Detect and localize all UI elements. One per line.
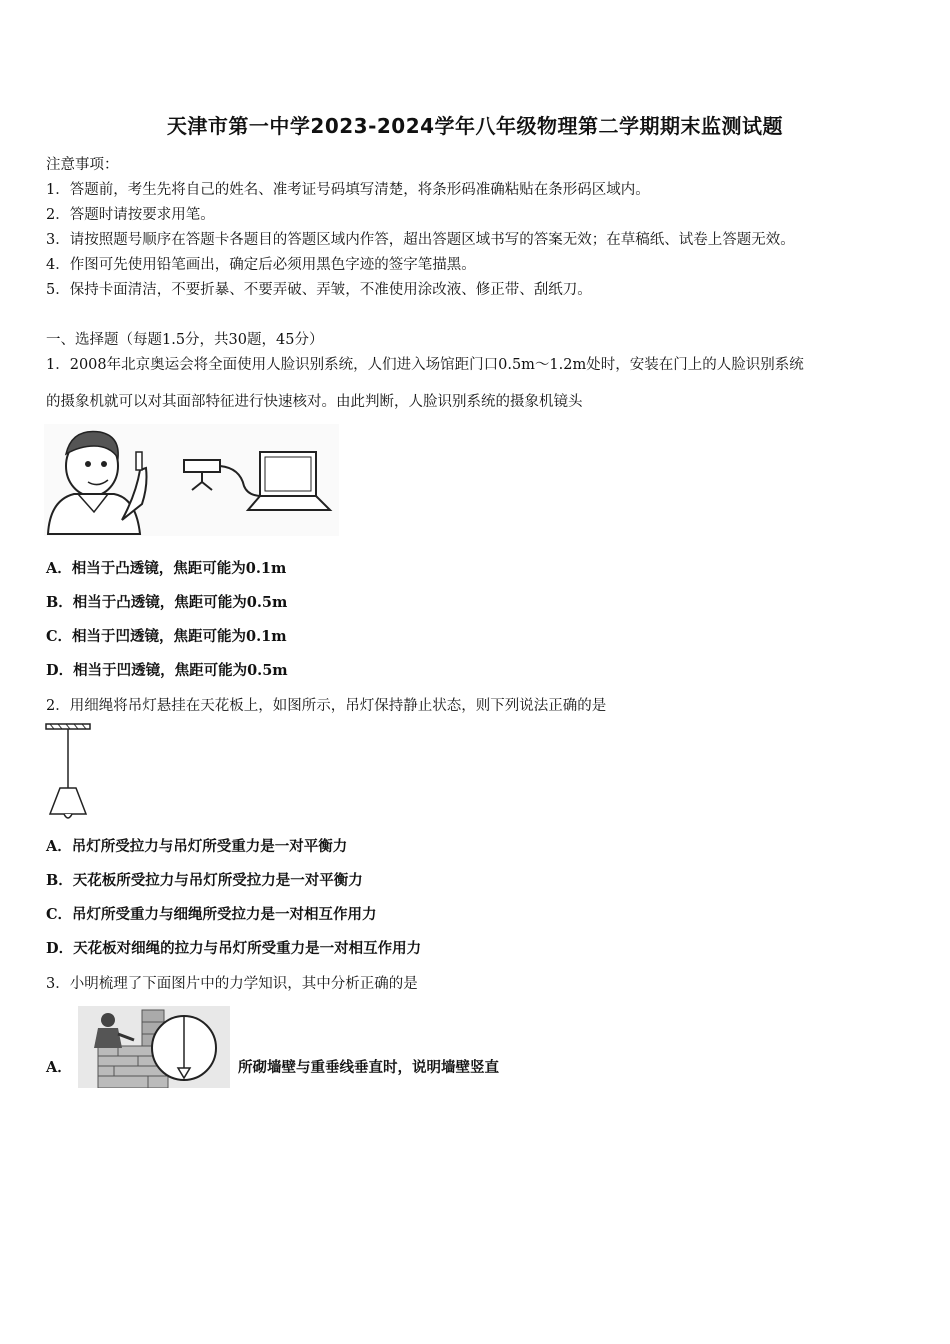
hanging-lamp-figure [42, 722, 94, 822]
face-recognition-figure [44, 424, 339, 536]
page-title: 天津市第一中学2023-2024学年八年级物理第二学期期末监测试题 [166, 114, 784, 138]
question-2-option-c: C．吊灯所受重力与细绳所受拉力是一对相互作用力 [46, 906, 377, 923]
notice-item: 4．作图可先使用铅笔画出，确定后必须用黑色字迹的签字笔描黑。 [46, 257, 476, 273]
question-2-option-b: B．天花板所受拉力与吊灯所受拉力是一对平衡力 [46, 872, 363, 889]
question-3-stem: 3．小明梳理了下面图片中的力学知识，其中分析正确的是 [46, 976, 418, 992]
question-3-option-a-label: A． [46, 1059, 72, 1076]
question-2-stem: 2．用细绳将吊灯悬挂在天花板上，如图所示，吊灯保持静止状态，则下列说法正确的是 [46, 698, 607, 714]
question-1-stem-line1: 1．2008年北京奥运会将全面使用人脸识别系统，人们进入场馆距门口0.5m～1.2m处时，安装在门上的人脸识别系统 [46, 357, 804, 373]
question-1-option-c: C．相当于凹透镜，焦距可能为0.1m [46, 628, 287, 645]
question-3-option-a-text: 所砌墙壁与重垂线垂直时，说明墙壁竖直 [238, 1059, 499, 1076]
question-1-option-b: B．相当于凸透镜，焦距可能为0.5m [46, 594, 288, 611]
notice-item: 2．答题时请按要求用笔。 [46, 207, 215, 223]
question-1-option-d: D．相当于凹透镜，焦距可能为0.5m [46, 662, 288, 679]
question-1-stem-line2: 的摄象机就可以对其面部特征进行快速核对。由此判断，人脸识别系统的摄象机镜头 [46, 394, 583, 410]
bricklayer-plumb-figure [78, 1006, 230, 1088]
notice-heading: 注意事项： [46, 157, 119, 173]
question-2-option-a: A．吊灯所受拉力与吊灯所受重力是一对平衡力 [46, 838, 348, 855]
question-2-option-d: D．天花板对细绳的拉力与吊灯所受重力是一对相互作用力 [46, 940, 422, 957]
notice-item: 5．保持卡面清洁，不要折暴、不要弄破、弄皱，不准使用涂改液、修正带、刮纸刀。 [46, 282, 592, 298]
notice-item: 1．答题前，考生先将自己的姓名、准考证号码填写清楚，将条形码准确粘贴在条形码区域内。 [46, 182, 650, 198]
notice-item: 3．请按照题号顺序在答题卡各题目的答题区域内作答，超出答题区域书写的答案无效；在草稿纸、试卷上答题无效。 [46, 232, 795, 248]
question-1-option-a: A．相当于凸透镜，焦距可能为0.1m [46, 560, 287, 577]
section-heading: 一、选择题（每题1.5分，共30题，45分） [46, 332, 324, 348]
